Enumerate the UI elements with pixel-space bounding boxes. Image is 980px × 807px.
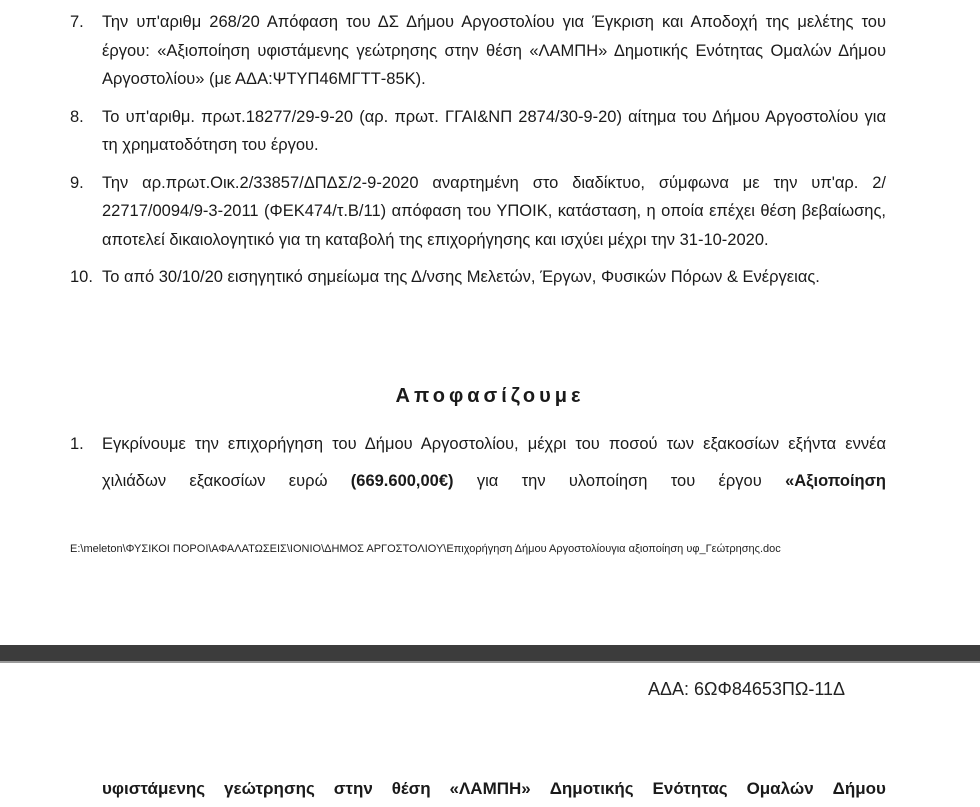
continuation-word: υφιστάμενης (102, 779, 206, 798)
item-number: 10. (70, 268, 93, 286)
item-number: 8. (70, 107, 84, 126)
item-number: 7. (70, 13, 84, 31)
amount-value: (669.600,00€) (350, 472, 454, 490)
document-page-2 (0, 663, 980, 807)
continuation-line (102, 779, 886, 799)
decision-text: Εγκρίνουμε την επιχορήγηση του Δήμου Αργοστολίου, μέχρι του ποσού των εξακοσίων εξήντα εννέα χιλιάδων εξακοσίων ευρώ (102, 435, 886, 490)
decision-item-1 (70, 426, 886, 500)
project-name-start: «Αξιοποίηση (785, 472, 887, 490)
file-path-footer: E:\meleton\ΦΥΣΙΚΟΙ ΠΟΡΟΙ\ΑΦΑΛΑΤΩΣΕΙΣ\ΙΟΝΙΟ\ΔΗΜΟΣ ΑΡΓΟΣΤΟΛΙΟΥ\Επιχορήγηση Δήμου Αργοστολίουγια αξιοποίηση υφ_Γεώτρησης.doc (70, 543, 781, 555)
item-number: 1. (70, 435, 84, 453)
decision-text-middle: για την υλοποίηση του έργου (453, 472, 786, 490)
continuation-word: στην (333, 779, 373, 798)
continuation-word: Δήμου (832, 779, 886, 798)
considerations-list (70, 8, 886, 292)
continuation-word: «ΛΑΜΠΗ» (449, 779, 531, 798)
list-item-8 (70, 103, 886, 160)
continuation-word: Ομαλών (746, 779, 814, 798)
continuation-word: γεώτρησης (224, 779, 315, 798)
continuation-word: Δημοτικής (549, 779, 634, 798)
list-item-7 (70, 8, 886, 94)
item-number: 9. (70, 173, 84, 192)
list-item-10 (70, 263, 886, 292)
item-text: Την υπ'αριθμ 268/20 Απόφαση του ΔΣ Δήμου Αργοστολίου για Έγκριση και Αποδοχή της μελέτης του έργου: «Αξιοποίηση υφιστάμενης γεώτρησης στην θέση «ΛΑΜΠΗ» Δημοτικής Ενότητας Ομαλών Δήμου Αργοστολίου» (με ΑΔΑ:ΨΤΥΠ46ΜΓΤΤ-85Κ). (102, 13, 886, 88)
continuation-word: θέση (391, 779, 431, 798)
continuation-word: Ενότητας (652, 779, 728, 798)
ada-code: ΑΔΑ: 6ΩΦ84653ΠΩ-11Δ (648, 679, 846, 699)
page-separator (0, 645, 980, 663)
item-text: Την αρ.πρωτ.Οικ.2/33857/ΔΠΔΣ/2-9-2020 αναρτημένη στο διαδίκτυο, σύμφωνα με την υπ'αρ. 2/ 22717/0094/9-3-2011 (ΦΕΚ474/τ.Β/11) απόφαση του ΥΠΟΙΚ, κατάσταση, η οποία επέχει θέση βεβαίωσης, αποτελεί δικαιολογητικό για τη καταβολή της επιχορήγησης και ισχύει μέχρι την 31-10-2020. (102, 173, 886, 249)
item-text: Το από 30/10/20 εισηγητικό σημείωμα της Δ/νσης Μελετών, Έργων, Φυσικών Πόρων & Ενέργειας. (102, 268, 820, 286)
decision-heading: Αποφασίζουμε (395, 385, 585, 407)
list-item-9 (70, 169, 886, 255)
item-text: Το υπ'αριθμ. πρωτ.18277/29-9-20 (αρ. πρωτ. ΓΓΑΙ&ΝΠ 2874/30-9-20) αίτημα του Δήμου Αργοστολίου για τη χρηματοδότηση του έργου. (102, 107, 886, 154)
decision-list (70, 426, 886, 500)
